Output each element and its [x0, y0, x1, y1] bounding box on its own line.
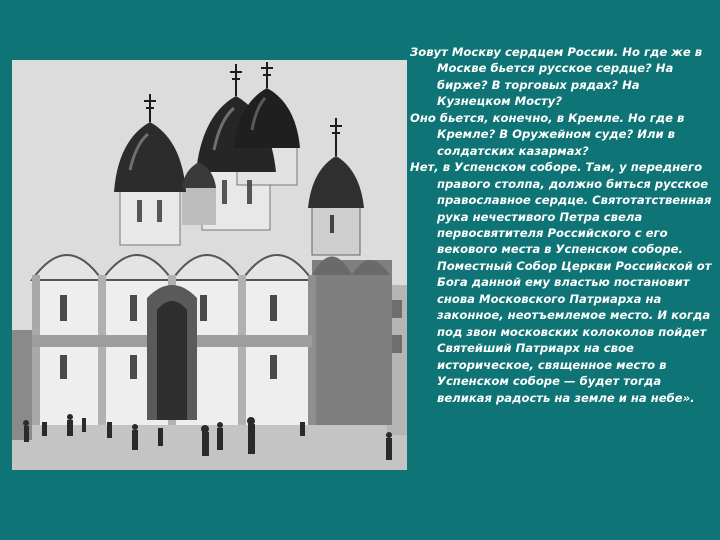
paragraph-3: Нет, в Успенском соборе. Там, у переднего правого столпа, должно биться русское православное сердце. Святотатственная рука нечестивого Петра свела первосвятителя Российского с его векового места в Успенском соборе. Поместный Собор Церкви Российской от Бога данной ему властью постановит снова Московского Патриарха на законное, неотъемлемое место. И когда под звон московских колоколов пойдет Святейший Патриарх на свое историческое, священное место в Успенском соборе — будет тогда великая радость на земле и на небе». [410, 160, 712, 405]
paragraph-1: Зовут Москву сердцем России. Но где же в Москве бьется русское сердце? На бирже? В торговых рядах? На Кузнецком Мосту? [410, 45, 703, 109]
paragraph-2: Оно бьется, конечно, в Кремле. Но где в Кремле? В Оружейном суде? Или в солдатских казармах? [410, 110, 685, 158]
cathedral-photo [12, 60, 407, 470]
slide-text [410, 44, 714, 406]
